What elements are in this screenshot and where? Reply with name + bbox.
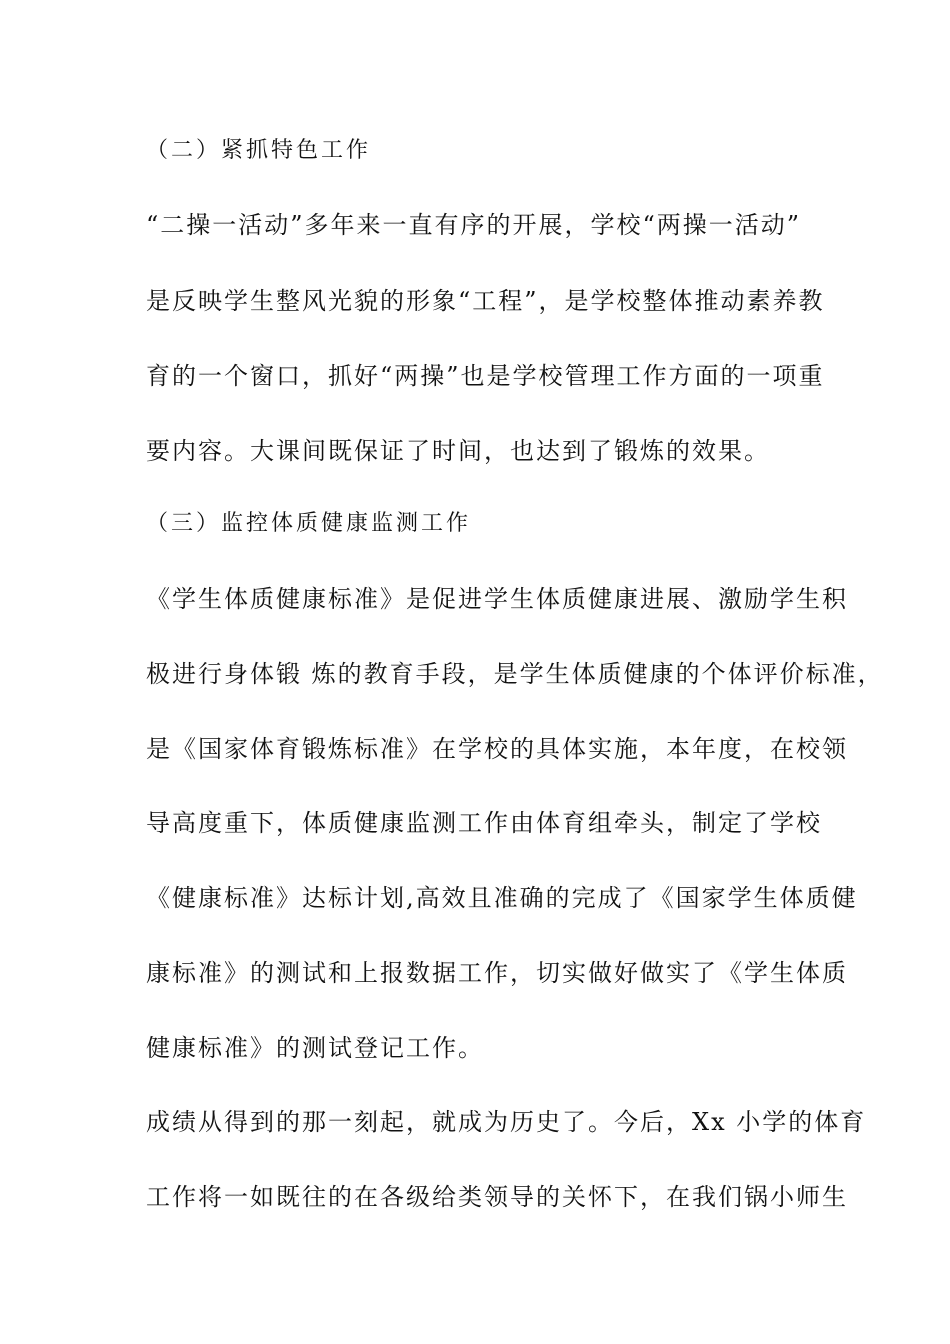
section-heading-2: （二）紧抓特色工作 — [146, 138, 372, 163]
section-heading-3: （三）监控体质健康监测工作 — [146, 511, 472, 536]
paragraph-line: 《健康标准》达标计划,高效且准确的完成了《国家学生体质健 — [146, 884, 858, 912]
paragraph-line: 育的一个窗口，抓好“两操”也是学校管理工作方面的一项重 — [146, 362, 825, 390]
paragraph-line: 健康标准》的测试登记工作。 — [146, 1034, 484, 1062]
paragraph-line: 是反映学生整风光貌的形象“工程”，是学校整体推动素养教 — [146, 287, 825, 315]
paragraph-line: 要内容。大课间既保证了时间，也达到了锻炼的效果。 — [146, 437, 770, 465]
paragraph-line: 康标准》的测试和上报数据工作，切实做好做实了《学生体质 — [146, 959, 848, 987]
paragraph-line: 工作将一如既往的在各级给类领导的关怀下，在我们锅小师生 — [146, 1183, 848, 1211]
paragraph-line: 成绩从得到的那一刻起，就成为历史了。今后，Xx 小学的体育 — [146, 1108, 867, 1136]
paragraph-line: 极进行身体锻 炼的教育手段，是学生体质健康的个体评价标准， — [146, 660, 884, 688]
paragraph-line: 《学生体质健康标准》是促进学生体质健康进展、激励学生积 — [146, 585, 848, 613]
paragraph-line: “二操一活动”多年来一直有序的开展，学校“两操一活动” — [146, 211, 802, 239]
paragraph-line: 是《国家体育锻炼标准》在学校的具体实施，本年度，在校领 — [146, 735, 848, 763]
paragraph-line: 导高度重下，体质健康监测工作由体育组牵头，制定了学校 — [146, 809, 822, 837]
